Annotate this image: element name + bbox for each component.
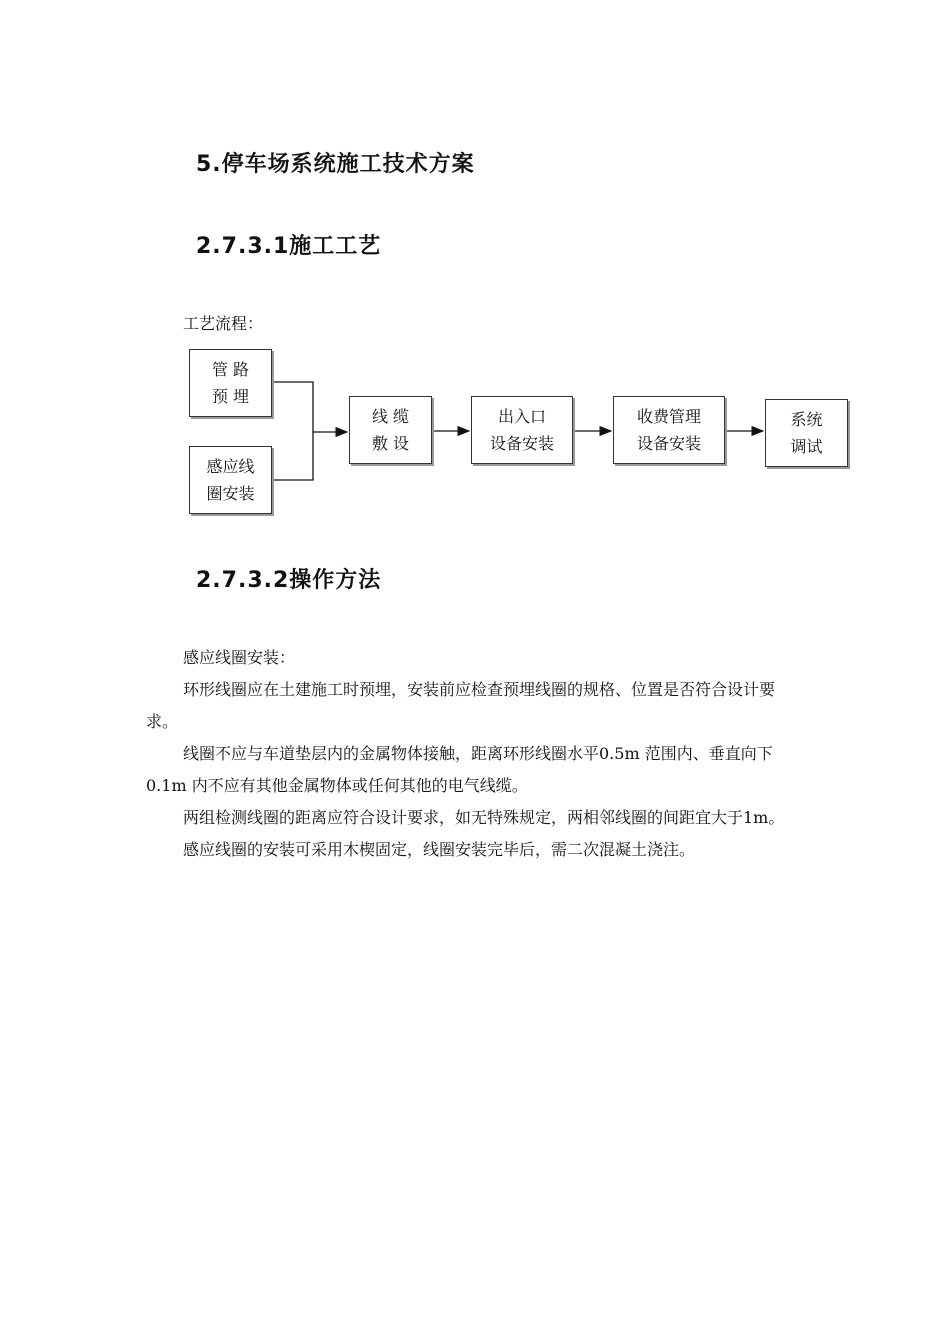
subheading-construction-process: 2.7.3.1施工工艺 [196, 234, 382, 259]
flow-box-entry-equipment: 出入口 设备安装 [471, 396, 573, 464]
flow-label: 工艺流程： [183, 314, 264, 333]
subheading-operation-method: 2.7.3.2操作方法 [196, 568, 382, 593]
flowchart-connectors [0, 0, 950, 560]
install-title: 感应线圈安装： [183, 648, 296, 667]
paragraph: 感应线圈的安装可采用木楔固定，线圈安装完毕后，需二次混凝土浇注。 [183, 840, 696, 859]
connector-loop [272, 432, 313, 480]
section-heading: 5.停车场系统施工技术方案 [196, 152, 475, 177]
flow-box-loop-installation: 感应线 圈安装 [189, 446, 272, 514]
flow-box-pipe-embedding: 管 路 预 埋 [189, 349, 272, 417]
paragraph: 线圈不应与车道垫层内的金属物体接触，距离环形线圈水平0.5m 范围内、垂直向下0.1m 内不应有其他金属物体或任何其他的电气线缆。 [146, 744, 773, 795]
body-text [146, 642, 806, 866]
paragraph: 两组检测线圈的距离应符合设计要求，如无特殊规定，两相邻线圈的间距宜大于1m。 [183, 808, 785, 827]
flow-box-fee-equipment: 收费管理 设备安装 [613, 396, 725, 464]
flow-box-cable-laying: 线 缆 敷 设 [349, 396, 432, 464]
connector-pipe [272, 382, 313, 432]
flow-box-system-debug: 系统 调试 [765, 399, 848, 467]
paragraph: 环形线圈应在土建施工时预埋，安装前应检查预埋线圈的规格、位置是否符合设计要求。 [146, 680, 776, 731]
